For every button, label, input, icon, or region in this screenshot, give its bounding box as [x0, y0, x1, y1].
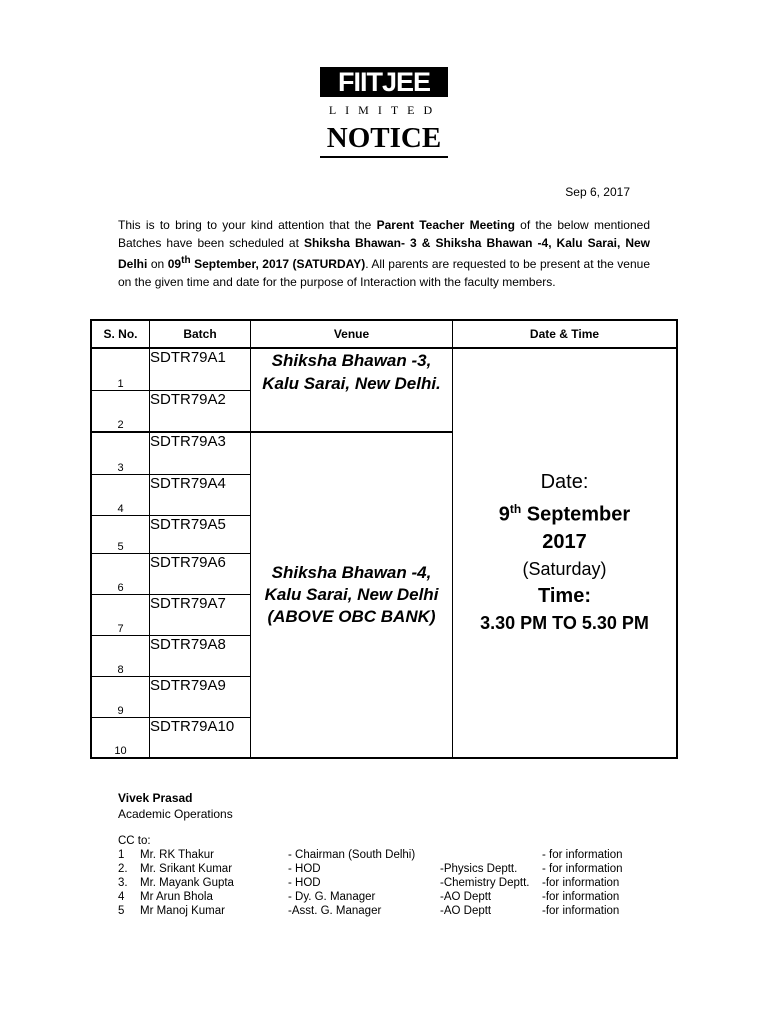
datetime-cell [453, 348, 678, 758]
cc-label: CC to: [118, 835, 151, 847]
cc-dept: -Physics Deptt. [440, 863, 518, 875]
row-batch: SDTR79A4 [150, 474, 251, 515]
table-header-row [91, 320, 677, 348]
para-bold-1: Parent Teacher Meeting [376, 218, 515, 232]
cc-row [118, 877, 638, 891]
signatory-name: Vivek Prasad [118, 791, 193, 805]
row-batch: SDTR79A10 [150, 717, 251, 758]
cc-info: -for information [542, 877, 620, 889]
cc-name: Mr. Mayank Gupta [140, 877, 234, 889]
header-sno: S. No. [91, 320, 150, 348]
date-day: 9 [498, 503, 510, 526]
cc-num: 5 [118, 905, 125, 917]
notice-title: NOTICE [320, 120, 448, 158]
row-sno: 3 [91, 432, 150, 474]
row-batch: SDTR79A1 [150, 348, 251, 390]
cc-block [118, 835, 638, 919]
date-month: September [521, 503, 631, 526]
para-text-4: . All parents are requested to be present at the venue on the given time and date for the purpose of Interaction with the faculty members. [118, 257, 650, 289]
notice-paragraph [118, 217, 650, 291]
datetime-block [453, 469, 676, 637]
notice-date: Sep 6, 2017 [565, 185, 630, 199]
cc-info: - for information [542, 863, 623, 875]
row-sno: 5 [91, 515, 150, 553]
row-sno: 1 [91, 348, 150, 390]
cc-num: 4 [118, 891, 125, 903]
fiitjee-logo: FIITJEE [320, 67, 448, 97]
cc-num: 2. [118, 863, 128, 875]
cc-role: - HOD [288, 877, 321, 889]
para-date-day: 09 [167, 257, 182, 271]
date-weekday: (Saturday) [522, 558, 607, 579]
cc-role: -Asst. G. Manager [288, 905, 382, 917]
cc-role: - Dy. G. Manager [288, 891, 376, 903]
para-bold-3 [168, 257, 365, 271]
header-venue: Venue [251, 320, 453, 348]
venue-cell-1: Shiksha Bhawan -3, Kalu Sarai, New Delhi. [251, 348, 453, 432]
venue-cell-2: Shiksha Bhawan -4, Kalu Sarai, New Delhi (ABOVE OBC BANK) [251, 432, 453, 758]
cc-name: Mr Manoj Kumar [140, 905, 225, 917]
logo-subtitle: LIMITED [328, 103, 442, 117]
cc-row [118, 863, 638, 877]
date-value [453, 496, 676, 529]
cc-row [118, 849, 638, 863]
cc-dept: -Chemistry Deptt. [440, 877, 530, 889]
row-sno: 8 [91, 635, 150, 676]
table-row [91, 348, 677, 390]
cc-info: -for information [542, 905, 620, 917]
para-date-rest: September, 2017 (SATURDAY) [190, 257, 366, 271]
date-day-sup: th [509, 502, 522, 517]
para-bold-2: Shiksha Bhawan- 3 & Shiksha Bhawan -4, Kalu Sarai, New Delhi [118, 235, 650, 271]
cc-row [118, 891, 638, 905]
row-batch: SDTR79A7 [150, 594, 251, 635]
time-label: Time: [538, 584, 591, 607]
row-batch: SDTR79A9 [150, 676, 251, 717]
cc-name: Mr Arun Bhola [140, 891, 213, 903]
signatory-designation: Academic Operations [118, 807, 233, 821]
cc-name: Mr. Srikant Kumar [140, 863, 233, 875]
cc-role: - Chairman (South Delhi) [288, 849, 416, 861]
row-sno: 6 [91, 553, 150, 594]
cc-dept: -AO Deptt [440, 891, 492, 903]
para-text-2: of the below mentioned Batches have been scheduled at [118, 218, 650, 250]
cc-role: - HOD [288, 863, 321, 875]
cc-num: 3. [118, 877, 128, 889]
row-batch: SDTR79A5 [150, 515, 251, 553]
schedule-table [90, 319, 678, 759]
row-batch: SDTR79A8 [150, 635, 251, 676]
signature-block [118, 790, 233, 822]
header-datetime: Date & Time [453, 320, 678, 348]
row-batch: SDTR79A2 [150, 390, 251, 432]
cc-row [118, 905, 638, 919]
row-sno: 4 [91, 474, 150, 515]
cc-dept: -AO Deptt [440, 905, 492, 917]
date-label: Date: [540, 471, 589, 494]
date-year: 2017 [542, 530, 587, 553]
header-batch: Batch [150, 320, 251, 348]
cc-info: -for information [542, 891, 620, 903]
para-date-sup: th [181, 255, 191, 266]
row-sno: 2 [91, 390, 150, 432]
cc-info: - for information [542, 849, 623, 861]
para-text-1: This is to bring to your kind attention that the [118, 218, 377, 232]
cc-name: Mr. RK Thakur [140, 849, 214, 861]
row-sno: 9 [91, 676, 150, 717]
cc-num: 1 [118, 849, 125, 861]
time-value: 3.30 PM TO 5.30 PM [480, 612, 649, 633]
row-sno: 10 [91, 717, 150, 758]
row-batch: SDTR79A6 [150, 553, 251, 594]
para-text-3: on [147, 257, 168, 271]
row-sno: 7 [91, 594, 150, 635]
row-batch: SDTR79A3 [150, 432, 251, 474]
